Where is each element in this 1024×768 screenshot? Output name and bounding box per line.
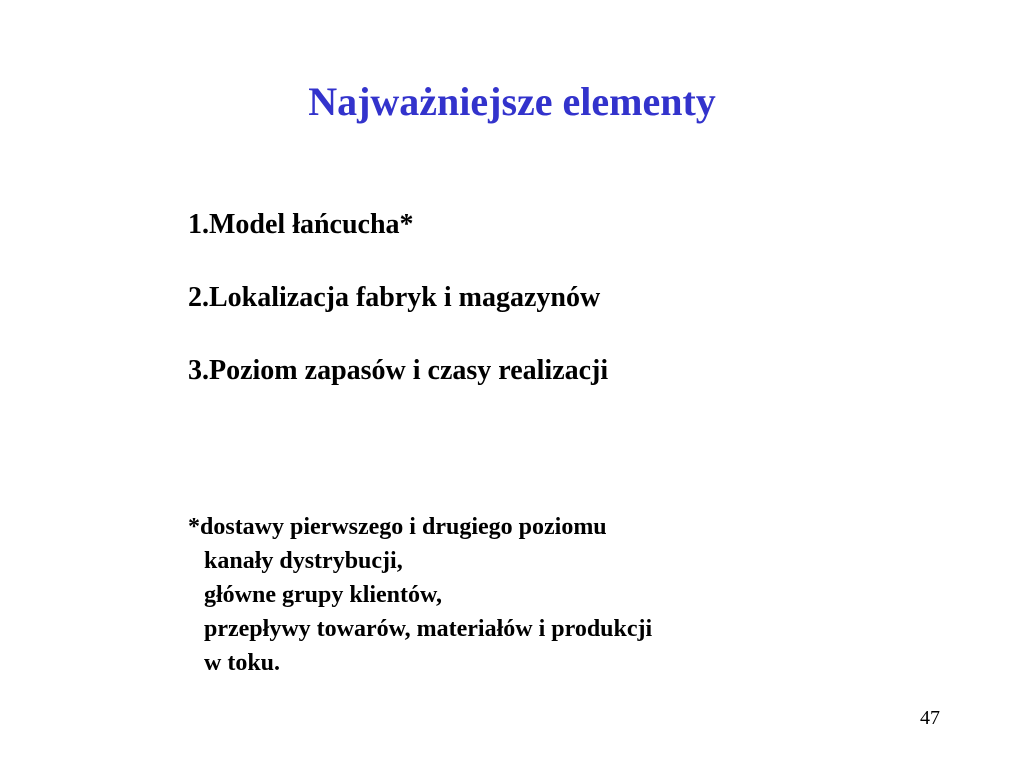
main-list (188, 207, 608, 426)
footnote (188, 510, 652, 680)
footnote-line: kanały dystrybucji, (204, 548, 403, 574)
footnote-line: *dostawy pierwszego i drugiego poziomu (188, 514, 607, 540)
list-item: 1.Model łańcucha* (188, 209, 414, 240)
page-number: 47 (920, 707, 940, 729)
footnote-line: w toku. (204, 650, 281, 676)
footnote-line: przepływy towarów, materiałów i produkcji (204, 616, 653, 642)
footnote-line: główne grupy klientów, (204, 582, 443, 608)
list-item: 3.Poziom zapasów i czasy realizacji (188, 355, 609, 386)
list-item: 2.Lokalizacja fabryk i magazynów (188, 282, 601, 313)
slide-title: Najważniejsze elementy (308, 79, 716, 124)
